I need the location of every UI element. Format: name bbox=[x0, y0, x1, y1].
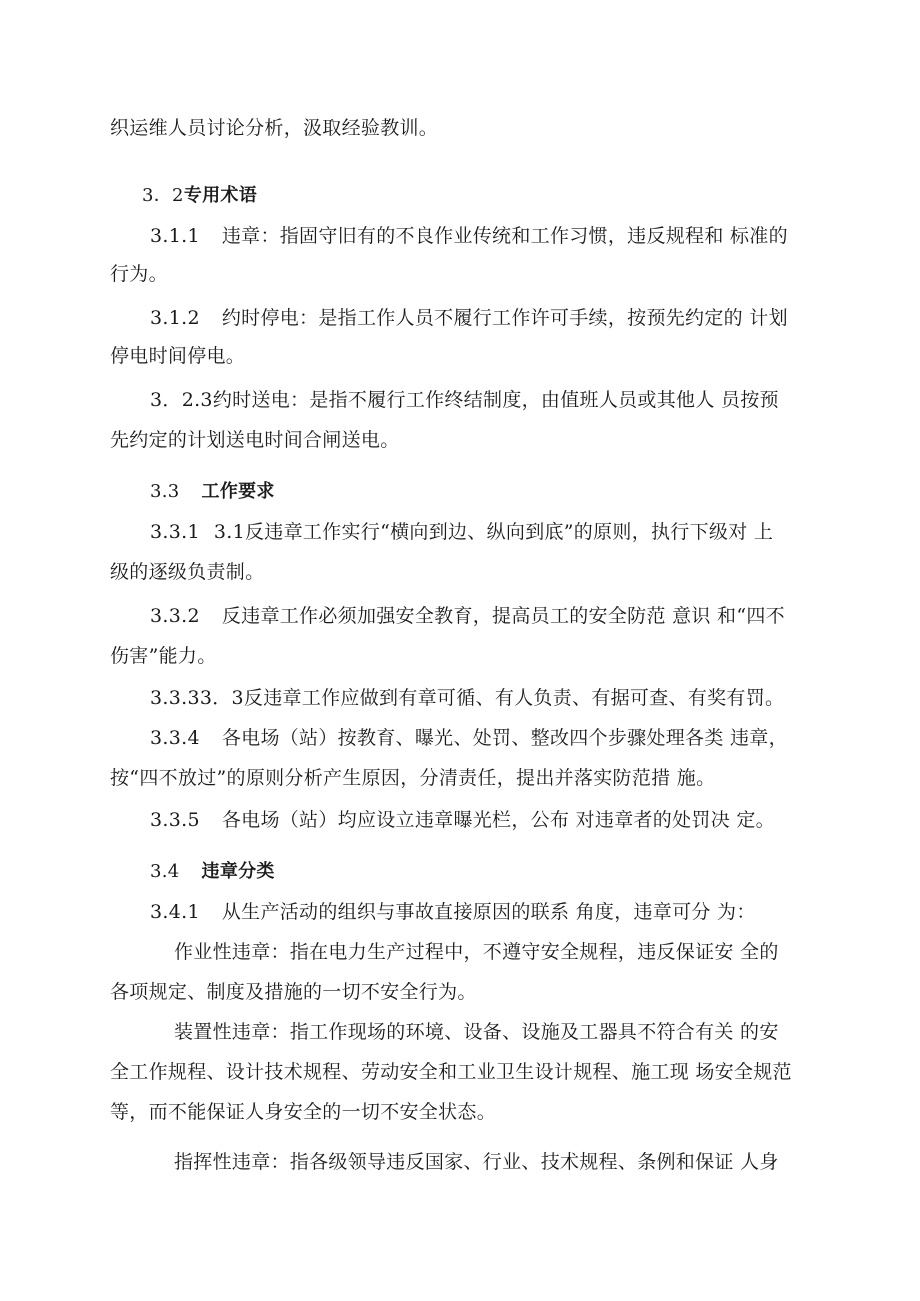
paragraph-text: 指挥性违章：指各级领导违反国家、行业、技术规程、条例和保证 人身 bbox=[174, 1151, 779, 1173]
clause-3-1-2 bbox=[150, 306, 788, 330]
paragraph-command-violation bbox=[174, 1150, 779, 1174]
paragraph-operational-violation bbox=[174, 940, 779, 964]
paragraph-continuation bbox=[110, 116, 438, 140]
paragraph-text: 作业性违章：指在电力生产过程中，不遵守安全规程，违反保证安 全的 bbox=[174, 941, 779, 963]
clause-number: 3.3.4 bbox=[150, 727, 200, 749]
clause-text: 按“四不放过”的原则分析产生原因，分清责任，提出并落实防范措 施。 bbox=[110, 767, 716, 789]
section-title: 工作要求 bbox=[201, 481, 275, 502]
paragraph-text: 装置性违章：指工作现场的环境、设备、设施及工器具不符合有关 的安 bbox=[174, 1021, 779, 1043]
section-heading-3-4 bbox=[150, 860, 275, 884]
clause-text: 先约定的计划送电时间合闸送电。 bbox=[110, 429, 400, 451]
clause-text: 停电时间停电。 bbox=[110, 345, 246, 367]
clause-number: 3．2.3 bbox=[150, 389, 213, 411]
clause-3-4-1 bbox=[150, 900, 756, 924]
paragraph-equipment-violation-continued bbox=[110, 1100, 496, 1124]
section-number: 3．2 bbox=[142, 185, 184, 206]
clause-text: 伤害”能力。 bbox=[110, 645, 217, 667]
clause-text: 3.1反违章工作实行“横向到边、纵向到底”的原则，执行下级对 上 bbox=[213, 521, 774, 543]
clause-3-1-1 bbox=[150, 224, 788, 248]
clause-3-3-4-continued bbox=[110, 766, 715, 790]
paragraph-text: 全工作规程、设计技术规程、劳动安全和工业卫生设计规程、施工现 场安全规范 bbox=[110, 1061, 792, 1083]
clause-3-2-3-continued bbox=[110, 428, 400, 452]
clause-number: 3.3.5 bbox=[150, 809, 200, 831]
paragraph-equipment-violation-continued bbox=[110, 1060, 792, 1084]
clause-number: 3.3.1 bbox=[150, 521, 200, 543]
section-number: 3.4 bbox=[150, 861, 180, 882]
paragraph-operational-violation-continued bbox=[110, 980, 477, 1004]
section-heading-3-2 bbox=[142, 184, 257, 208]
clause-text: 从生产活动的组织与事故直接原因的联系 角度，违章可分 为： bbox=[221, 901, 756, 923]
clause-3-3-1 bbox=[150, 520, 773, 544]
clause-text: 各电场（站）均应设立违章曝光栏，公布 对违章者的处罚决 定。 bbox=[221, 809, 775, 831]
section-number: 3.3 bbox=[150, 481, 180, 502]
clause-text: 各电场（站）按教育、曝光、处罚、整改四个步骤处理各类 违章， bbox=[221, 727, 788, 749]
clause-number: 3.1.1 bbox=[150, 225, 200, 247]
text: 织运维人员讨论分析，汲取经验教训。 bbox=[110, 117, 439, 139]
clause-3-3-1-continued bbox=[110, 560, 264, 584]
paragraph-text: 各项规定、制度及措施的一切不安全行为。 bbox=[110, 981, 477, 1003]
clause-3-3-5 bbox=[150, 808, 775, 832]
clause-3-3-2-continued bbox=[110, 644, 217, 668]
section-title: 违章分类 bbox=[201, 861, 275, 882]
clause-3-3-3 bbox=[150, 686, 784, 710]
clause-3-3-4 bbox=[150, 726, 788, 750]
section-heading-3-3 bbox=[150, 480, 275, 504]
clause-text: 约时停电：是指工作人员不履行工作许可手续，按预先约定的 计划 bbox=[221, 307, 788, 329]
clause-3-1-2-continued bbox=[110, 344, 245, 368]
clause-number: 3.3.2 bbox=[150, 605, 200, 627]
clause-text: 行为。 bbox=[110, 263, 168, 285]
clause-number: 3.4.1 bbox=[150, 901, 200, 923]
paragraph-text: 等，而不能保证人身安全的一切不安全状态。 bbox=[110, 1101, 497, 1123]
clause-text: 约时送电：是指不履行工作终结制度，由值班人员或其他人 员按预 bbox=[212, 389, 779, 411]
clause-number: 3.1.2 bbox=[150, 307, 200, 329]
clause-3-1-1-continued bbox=[110, 262, 168, 286]
clause-text: 3反违章工作应做到有章可循、有人负责、有据可查、有奖有罚。 bbox=[231, 687, 785, 709]
clause-3-3-2 bbox=[150, 604, 785, 628]
clause-text: 级的逐级负责制。 bbox=[110, 561, 265, 583]
clause-number: 3.3.33． bbox=[150, 687, 232, 709]
clause-text: 反违章工作必须加强安全教育，提高员工的安全防范 意识 和“四不 bbox=[221, 605, 785, 627]
section-title: 专用术语 bbox=[183, 185, 258, 206]
clause-text: 违章：指固守旧有的不良作业传统和工作习惯，违反规程和 标准的 bbox=[221, 225, 788, 247]
clause-3-2-3 bbox=[150, 388, 779, 412]
paragraph-equipment-violation bbox=[174, 1020, 779, 1044]
